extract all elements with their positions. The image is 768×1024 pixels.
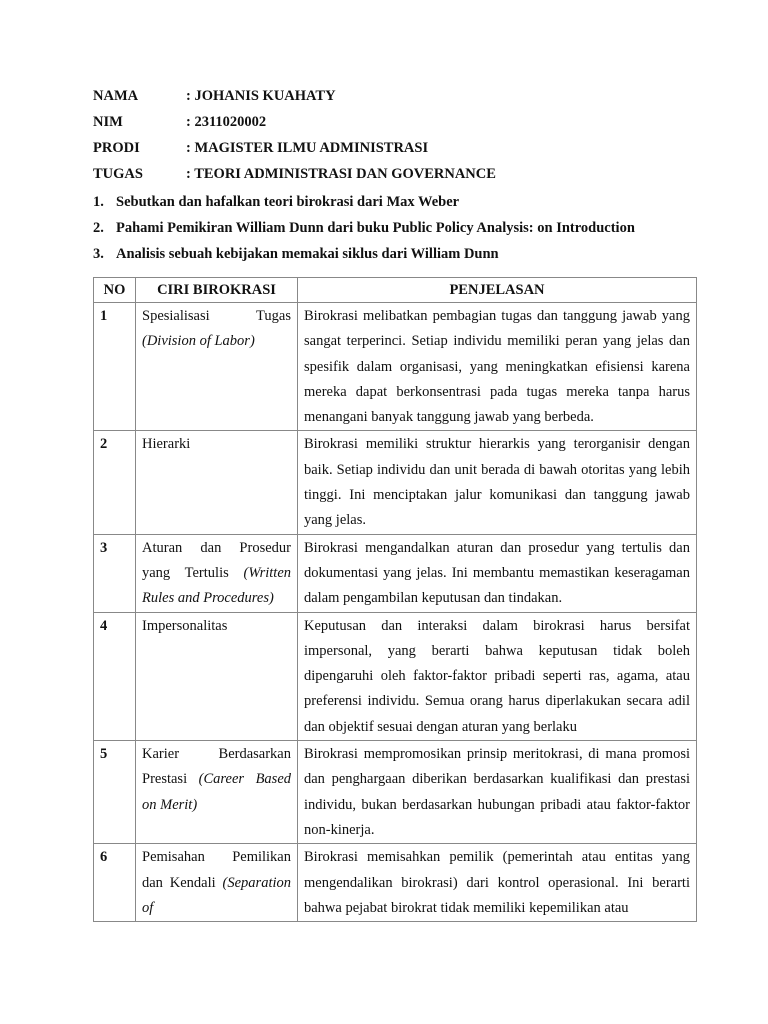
table-row	[94, 534, 697, 612]
task-item	[93, 244, 635, 270]
ciri-cell	[136, 741, 298, 844]
info-value: : JOHANIS KUAHATY	[186, 88, 336, 104]
table-row	[94, 431, 697, 534]
penjelasan-cell: Birokrasi memiliki struktur hierarkis yang terorganisir dengan baik. Setiap individu dan unit berada di bawah otoritas yang lebih tinggi. Ini menciptakan jalur komunikasi dan tanggung jawab yang jelas.	[298, 431, 697, 534]
header-no: NO	[94, 278, 136, 303]
info-label: TUGAS	[93, 166, 143, 182]
task-text: Sebutkan dan hafalkan teori birokrasi dari Max Weber	[116, 194, 460, 210]
row-number: 4	[94, 612, 136, 740]
bureaucracy-table	[93, 277, 697, 922]
info-value: : MAGISTER ILMU ADMINISTRASI	[186, 140, 429, 156]
ciri-label: Impersonalitas	[142, 617, 228, 634]
info-label: PRODI	[93, 140, 140, 156]
ciri-english: (Division of Labor)	[142, 333, 255, 350]
row-number: 1	[94, 303, 136, 431]
row-number: 3	[94, 534, 136, 612]
table-row	[94, 303, 697, 431]
task-number: 3.	[93, 246, 104, 262]
ciri-english: (Written Rules and Procedures)	[142, 564, 292, 607]
penjelasan-cell: Keputusan dan interaksi dalam birokrasi harus bersifat impersonal, yang berarti bahwa keputusan tidak boleh dipengaruhi oleh faktor-faktor pribadi seperti ras, agama, atau preferensi individu. Semua orang harus diperlakukan secara adil dan objektif sesuai dengan aturan yang berlaku	[298, 612, 697, 740]
ciri-label: Hierarki	[142, 436, 191, 453]
task-item	[93, 218, 635, 244]
ciri-cell	[136, 534, 298, 612]
task-text: Pahami Pemikiran William Dunn dari buku Public Policy Analysis: on Introduction	[116, 220, 635, 236]
table-row	[94, 741, 697, 844]
ciri-english: (Separation of	[142, 874, 291, 916]
penjelasan-cell: Birokrasi memisahkan pemilik (pemerintah atau entitas yang mengendalikan birokrasi) dari kontrol operasional. Ini berarti bahwa pejabat birokrat tidak memiliki kepemilikan atau	[298, 844, 697, 922]
table-row	[94, 612, 697, 740]
info-value: : 2311020002	[186, 114, 267, 130]
info-label: NIM	[93, 114, 123, 130]
ciri-cell	[136, 431, 298, 534]
task-list	[93, 192, 635, 270]
ciri-label: Spesialisasi Tugas	[142, 308, 291, 324]
row-number: 2	[94, 431, 136, 534]
info-label: NAMA	[93, 88, 139, 104]
info-value: : TEORI ADMINISTRASI DAN GOVERNANCE	[186, 166, 496, 182]
task-text: Analisis sebuah kebijakan memakai siklus dari William Dunn	[116, 246, 499, 262]
penjelasan-cell: Birokrasi mempromosikan prinsip meritokrasi, di mana promosi dan penghargaan diberikan berdasarkan kualifikasi dan prestasi individu, bukan berdasarkan hubungan pribadi atau faktor-faktor non-kinerja.	[298, 741, 697, 844]
task-item	[93, 192, 635, 218]
ciri-cell	[136, 303, 298, 431]
task-number: 1.	[93, 194, 104, 210]
row-number: 5	[94, 741, 136, 844]
table-header-row	[94, 278, 697, 303]
header-penjelasan: PENJELASAN	[298, 278, 697, 303]
row-number: 6	[94, 844, 136, 922]
ciri-label: Aturan dan Prosedur yang Tertulis	[142, 539, 291, 581]
ciri-label: Pemisahan Pemilikan dan Kendali	[142, 849, 291, 891]
ciri-cell	[136, 612, 298, 740]
ciri-cell	[136, 844, 298, 922]
task-number: 2.	[93, 220, 104, 236]
ciri-english: (Career Based on Merit)	[142, 771, 292, 813]
ciri-label: Karier Berdasarkan Prestasi	[142, 746, 291, 788]
table-row	[94, 844, 697, 922]
penjelasan-cell: Birokrasi melibatkan pembagian tugas dan tanggung jawab yang sangat terperinci. Setiap individu memiliki peran yang jelas dan spesifik dalam organisasi, yang meningkatkan efisiensi karena mereka dapat berkonsentrasi pada tugas mereka tanpa harus menangani banyak tanggung jawab yang berbeda.	[298, 303, 697, 431]
header-ciri: CIRI BIROKRASI	[136, 278, 298, 303]
penjelasan-cell: Birokrasi mengandalkan aturan dan prosedur yang tertulis dan dokumentasi yang jelas. Ini membantu memastikan keseragaman dalam pengambilan keputusan dan tindakan.	[298, 534, 697, 612]
